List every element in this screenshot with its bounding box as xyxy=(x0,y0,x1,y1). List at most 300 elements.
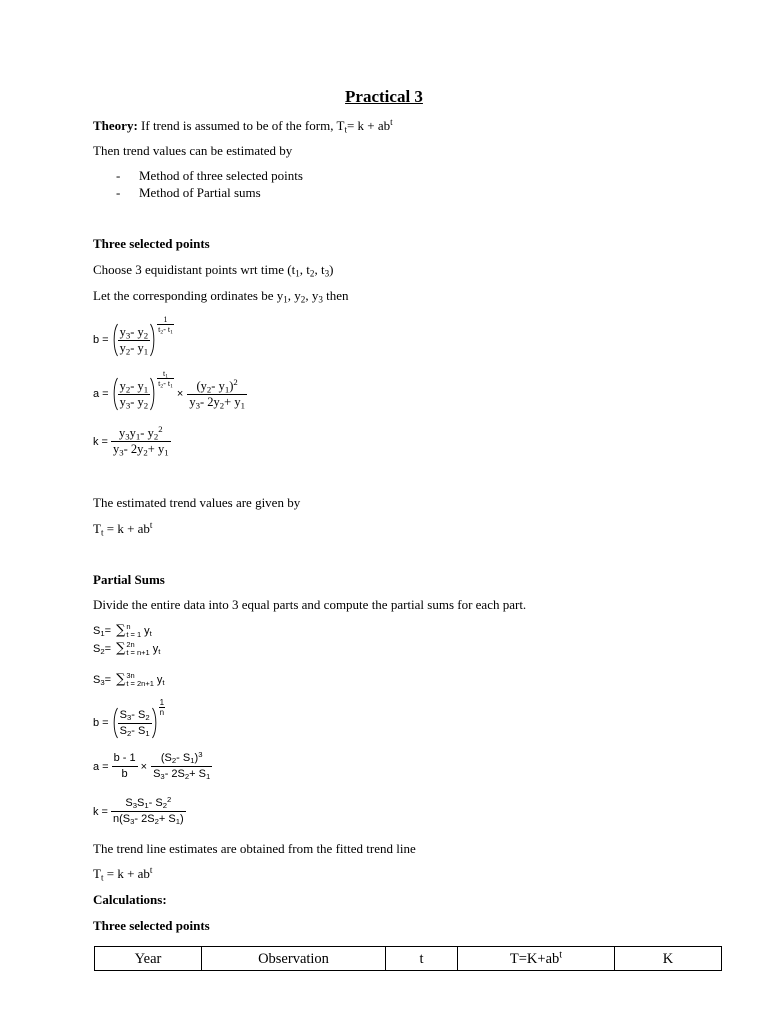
exponent-fraction xyxy=(159,698,165,717)
exponent-denominator-symbol xyxy=(168,325,173,334)
numerator-text: - xyxy=(211,378,219,393)
numerator xyxy=(151,749,212,766)
denominator-symbol-base: y xyxy=(119,394,126,409)
exponent-denominator xyxy=(157,324,174,334)
denominator-symbol xyxy=(168,813,180,825)
choose-points-text xyxy=(93,262,333,278)
exponent-denominator xyxy=(159,707,165,717)
column-header-year xyxy=(95,947,202,971)
numerator-subscript: 1 xyxy=(135,431,141,442)
right-parenthesis xyxy=(152,707,158,739)
exponent-denominator-subscript: 2 xyxy=(160,383,164,390)
summation-symbol: ∑ xyxy=(116,672,126,687)
denominator-subscript: 2 xyxy=(184,772,190,782)
trend-equation-text: = k + ab xyxy=(103,521,150,536)
partial-sum-s2 xyxy=(93,641,160,657)
sum-lhs-subscript: 2 xyxy=(100,647,105,657)
exponent-denominator-text: - xyxy=(163,378,168,388)
summation-lower-limit: t = 1 xyxy=(126,630,142,639)
denominator-subscript: 2 xyxy=(143,399,149,410)
numerator-text: - xyxy=(176,752,183,764)
numerator xyxy=(118,380,151,394)
denominator-text: - 2 xyxy=(123,442,138,456)
formula-a-three-points xyxy=(93,368,247,411)
numerator-text: - xyxy=(130,324,138,339)
numerator-symbol-base: y xyxy=(119,324,126,339)
denominator-subscript: 2 xyxy=(154,817,159,827)
summation-limits xyxy=(126,672,154,688)
numerator-subscript: 3 xyxy=(125,329,131,340)
theory-text: If trend is assumed to be of the form, xyxy=(137,118,337,133)
numerator-symbol-base: S xyxy=(125,797,133,809)
numerator-symbol xyxy=(138,709,150,721)
fraction xyxy=(118,326,151,355)
summation-limits xyxy=(126,641,149,657)
denominator-symbol xyxy=(199,768,211,780)
denominator-symbol xyxy=(138,395,149,409)
partial-sum-s3 xyxy=(93,672,165,688)
three-points-heading: Three selected points xyxy=(93,236,210,251)
fraction xyxy=(151,749,212,782)
sum-term xyxy=(153,643,161,655)
fraction xyxy=(187,376,247,410)
theory-line xyxy=(93,118,393,134)
denominator-symbol xyxy=(153,768,165,780)
denominator-subscript: 1 xyxy=(240,399,245,410)
numerator-subscript: 2 xyxy=(171,756,177,766)
formula-lhs: a = xyxy=(93,760,109,773)
column-header-observation-text: Observation xyxy=(258,950,329,967)
formula-b-three-points xyxy=(93,314,174,357)
denominator-symbol xyxy=(234,395,245,409)
exponent-fraction xyxy=(157,315,174,334)
multiply-sign: × xyxy=(140,760,148,773)
trend-equation-symbol xyxy=(150,521,153,536)
denominator-text: b xyxy=(121,768,128,780)
denominator-symbol-base: y xyxy=(213,394,220,409)
sum-lhs-text: = xyxy=(104,625,112,637)
summation-symbol: ∑ xyxy=(116,641,126,656)
sum-term-symbol-base: y xyxy=(152,643,159,655)
numerator-symbol xyxy=(120,379,131,393)
sum-lhs-subscript: 1 xyxy=(100,629,105,639)
denominator xyxy=(118,394,151,409)
denominator-symbol xyxy=(120,725,132,737)
theory-formula-symbol xyxy=(336,118,346,133)
numerator-symbol xyxy=(198,749,203,764)
numerator xyxy=(118,709,152,723)
denominator-text: + xyxy=(158,813,169,825)
ordinates-text-subscript: 3 xyxy=(318,294,323,305)
denominator-symbol xyxy=(120,341,131,355)
numerator-subscript: 3 xyxy=(126,712,132,722)
denominator-subscript: 1 xyxy=(164,447,169,458)
summation-symbol: ∑ xyxy=(116,623,126,638)
numerator-symbol-base: y xyxy=(218,378,225,393)
denominator-symbol xyxy=(147,813,159,825)
numerator-text: b - 1 xyxy=(113,752,136,764)
numerator-text: - xyxy=(148,797,156,809)
choose-points-text-text: , t xyxy=(299,262,310,277)
list-item: Method of Partial sums xyxy=(139,185,261,200)
numerator xyxy=(111,794,186,811)
denominator-subscript: 3 xyxy=(130,817,135,827)
page-title: Practical 3 xyxy=(345,87,423,106)
denominator xyxy=(118,340,151,355)
numerator-symbol xyxy=(137,797,149,809)
denominator-text: - xyxy=(130,394,138,409)
calculations-heading: Calculations: xyxy=(93,892,167,907)
formula-lhs: k = xyxy=(93,805,108,818)
denominator-symbol-base: S xyxy=(153,768,161,780)
estimated-trend-text: The estimated trend values are given by xyxy=(93,495,301,510)
denominator-subscript: 2 xyxy=(126,728,132,738)
denominator-symbol-base: y xyxy=(189,394,196,409)
numerator-subscript: 2 xyxy=(145,712,150,722)
numerator-subscript: 1 xyxy=(144,801,149,811)
exponent-numerator xyxy=(159,698,165,707)
denominator-subscript: 1 xyxy=(145,728,150,738)
numerator xyxy=(187,376,247,394)
sum-lhs-text: = xyxy=(104,674,112,686)
denominator-text: - xyxy=(131,724,138,737)
numerator xyxy=(111,424,171,442)
denominator-symbol xyxy=(189,395,200,409)
ordinates-text-text: Let the corresponding ordinates be y xyxy=(93,288,284,303)
exponent-denominator-text: n xyxy=(159,707,165,717)
ordinates-text-text: , y xyxy=(287,288,301,303)
list-bullet: - xyxy=(116,168,121,183)
column-header-t xyxy=(386,947,458,971)
numerator-subscript: 2 xyxy=(125,383,131,394)
formula-lhs: b = xyxy=(93,334,109,346)
denominator-symbol xyxy=(138,341,149,355)
calculations-subheading: Three selected points xyxy=(93,918,210,933)
exponent-denominator xyxy=(157,378,174,388)
numerator-superscript: 2 xyxy=(166,794,172,804)
exponent-numerator xyxy=(157,315,174,324)
column-header-observation xyxy=(202,947,386,971)
numerator-symbol xyxy=(130,426,141,440)
sum-lhs-subscript: 3 xyxy=(100,678,105,688)
denominator-symbol xyxy=(178,768,190,780)
formula-lhs: a = xyxy=(93,388,109,400)
fraction xyxy=(112,752,138,781)
denominator-symbol xyxy=(137,442,148,456)
denominator-subscript: 3 xyxy=(160,772,165,782)
theory-formula-symbol xyxy=(390,118,393,133)
formula-a-partial-sums xyxy=(93,749,212,782)
sum-lhs-symbol-base: S xyxy=(93,625,101,637)
numerator-symbol xyxy=(138,379,149,393)
numerator-symbol xyxy=(155,794,172,811)
sum-term-symbol xyxy=(153,643,161,655)
sum-term xyxy=(144,625,152,637)
fitted-trend-text: The trend line estimates are obtained from the fitted trend line xyxy=(93,841,416,856)
summation-lower-limit: t = n+1 xyxy=(126,648,150,657)
partial-sums-heading: Partial Sums xyxy=(93,572,165,587)
sum-lhs xyxy=(93,625,111,637)
partial-sum-s1 xyxy=(93,623,152,639)
trend-equation xyxy=(93,866,152,882)
numerator-subscript: 2 xyxy=(143,329,149,340)
trend-equation-symbol xyxy=(93,521,103,536)
exponent-denominator-symbol-base: t xyxy=(167,324,171,334)
ordinates-text-text: , y xyxy=(305,288,319,303)
fraction xyxy=(111,794,186,827)
exponent-denominator-subscript: 1 xyxy=(170,383,173,390)
denominator-text: - 2 xyxy=(134,813,148,825)
ordinates-text-subscript: 1 xyxy=(283,294,288,305)
exponent-denominator-symbol-base: t xyxy=(158,378,161,388)
formula-k-three-points xyxy=(93,424,171,458)
summation-upper-limit: 3n xyxy=(126,671,135,680)
denominator-symbol-base: S xyxy=(119,724,127,737)
numerator-symbol-base: y xyxy=(129,426,136,440)
numerator-text: - xyxy=(131,708,138,721)
denominator-subscript: 3 xyxy=(119,447,124,458)
theory-formula xyxy=(336,118,392,133)
denominator-symbol xyxy=(123,813,135,825)
denominator-subscript: 2 xyxy=(125,345,131,356)
numerator-subscript: 3 xyxy=(132,801,137,811)
sum-term-symbol-base: y xyxy=(144,625,150,637)
denominator-symbol xyxy=(138,725,150,737)
theory-label: Theory: xyxy=(93,118,138,133)
trend-equation-text: = k + ab xyxy=(103,866,150,881)
numerator-text: ) xyxy=(229,378,234,393)
numerator-symbol xyxy=(138,325,149,339)
exponent-numerator-text: 1 xyxy=(159,697,165,707)
denominator-text: - xyxy=(130,340,138,355)
numerator-superscript: 2 xyxy=(158,424,163,435)
column-header-trend-superscript: t xyxy=(559,948,563,960)
sum-lhs xyxy=(93,643,111,655)
choose-points-text-text: ) xyxy=(329,262,334,277)
denominator-symbol-base: S xyxy=(137,724,146,737)
denominator-symbol-base: y xyxy=(112,442,120,456)
denominator-symbol-base: S xyxy=(177,768,185,780)
numerator-subscript: 1 xyxy=(224,383,230,394)
summation-upper-limit: n xyxy=(126,622,131,631)
sum-lhs-text: = xyxy=(104,643,112,655)
ordinates-text-subscript: 2 xyxy=(300,294,306,305)
numerator-superscript: 3 xyxy=(198,749,203,759)
formula-b-partial-sums xyxy=(93,697,165,739)
column-header-trend xyxy=(458,947,615,971)
numerator-subscript: 2 xyxy=(162,801,167,811)
summation-lower-limit: t = 2n+1 xyxy=(126,679,154,688)
exponent-denominator-symbol-base: t xyxy=(167,378,171,388)
trend-equation-superscript: t xyxy=(149,865,153,875)
fraction xyxy=(118,709,152,738)
numerator-text: - xyxy=(140,426,148,440)
numerator-symbol-base: S xyxy=(164,752,172,764)
denominator-symbol xyxy=(113,442,124,456)
trend-equation-subscript: t xyxy=(100,872,104,883)
sum-term-symbol xyxy=(144,625,152,637)
column-header-trend-text: T=K+ab xyxy=(509,950,560,967)
denominator-symbol xyxy=(214,395,225,409)
formula-lhs: k = xyxy=(93,435,108,448)
denominator-subscript: 2 xyxy=(143,447,148,458)
column-header-t-text: t xyxy=(419,950,424,967)
fraction xyxy=(118,380,151,409)
denominator-symbol-base: y xyxy=(137,394,144,409)
numerator-symbol xyxy=(120,709,132,721)
trend-equation-symbol xyxy=(150,866,153,881)
exponent-numerator-symbol xyxy=(163,369,168,378)
sum-term xyxy=(157,674,165,686)
denominator-symbol-base: S xyxy=(168,813,176,825)
numerator xyxy=(118,326,151,340)
numerator-symbol-base: y xyxy=(200,378,207,393)
denominator-text: + xyxy=(224,394,235,409)
sum-lhs-symbol-base: S xyxy=(93,643,101,655)
numerator-symbol-base: S xyxy=(155,797,163,809)
exponent-fraction xyxy=(157,369,174,388)
denominator-symbol-base: S xyxy=(147,813,155,825)
trend-equation-symbol-base: T xyxy=(93,521,101,536)
denominator-symbol-base: y xyxy=(234,394,241,409)
numerator-symbol xyxy=(201,379,212,393)
trend-equation-symbol-base: T xyxy=(93,866,101,881)
numerator-symbol-base: y xyxy=(119,426,126,440)
denominator-symbol-base: y xyxy=(119,340,126,355)
sum-term-subscript: t xyxy=(149,629,152,639)
theory-formula-subscript: t xyxy=(344,124,347,135)
numerator-symbol-base: S xyxy=(137,708,146,721)
denominator xyxy=(111,811,186,826)
table-header-row xyxy=(95,947,722,971)
choose-points-text-subscript: 1 xyxy=(295,268,300,279)
numerator-subscript: 2 xyxy=(206,383,212,394)
numerator-symbol-base: y xyxy=(147,426,154,440)
numerator-symbol xyxy=(119,426,130,440)
exponent-numerator xyxy=(157,369,174,378)
numerator-symbol xyxy=(233,376,238,393)
ordinates-text xyxy=(93,288,349,304)
denominator-subscript: 1 xyxy=(143,345,149,356)
numerator-symbol-base: y xyxy=(119,378,126,393)
denominator xyxy=(151,766,212,781)
numerator-symbol-base: y xyxy=(137,378,144,393)
multiply-sign: × xyxy=(176,388,184,400)
choose-points-text-text: Choose 3 equidistant points wrt time (t xyxy=(93,262,296,277)
denominator-subscript: 1 xyxy=(205,772,211,782)
denominator xyxy=(112,766,138,781)
sum-term-symbol xyxy=(157,674,165,686)
sum-term-subscript: t xyxy=(162,678,165,688)
numerator-text: ( xyxy=(160,752,165,764)
denominator xyxy=(111,441,171,456)
list-item: Method of three selected points xyxy=(139,168,303,183)
formula-lhs: b = xyxy=(93,717,109,729)
denominator-symbol xyxy=(120,395,131,409)
numerator-superscript: 2 xyxy=(233,376,238,387)
choose-points-text-text: , t xyxy=(314,262,325,277)
sum-term-symbol-base: y xyxy=(156,674,163,686)
numerator-symbol xyxy=(148,426,163,440)
denominator-symbol-base: y xyxy=(137,442,144,456)
choose-points-text-subscript: 2 xyxy=(309,268,315,279)
sum-lhs-symbol xyxy=(93,625,105,637)
numerator-symbol xyxy=(165,752,177,764)
numerator-subscript: 1 xyxy=(190,756,195,766)
numerator-text: - xyxy=(130,378,138,393)
denominator-text: - 2 xyxy=(199,394,214,409)
denominator-symbol-base: S xyxy=(198,768,206,780)
right-parenthesis xyxy=(150,323,156,357)
sum-lhs xyxy=(93,674,111,686)
column-header-year-text: Year xyxy=(134,950,162,967)
list-bullet: - xyxy=(116,185,121,200)
column-header-k xyxy=(615,947,722,971)
numerator-subscript: 1 xyxy=(143,383,149,394)
trend-equation-superscript: t xyxy=(149,520,153,530)
theory-formula-text: = k + ab xyxy=(346,118,391,133)
numerator-symbol xyxy=(120,325,131,339)
exponent-numerator-text: 1 xyxy=(163,314,168,324)
exponent-denominator-text: - xyxy=(163,324,168,334)
column-header-trend-symbol xyxy=(559,948,563,967)
numerator-text: ) xyxy=(194,752,199,764)
denominator-text: + xyxy=(147,442,158,456)
numerator-subscript: 3 xyxy=(125,431,130,442)
column-header-k-text: K xyxy=(662,950,674,967)
exponent-denominator-subscript: 1 xyxy=(170,329,173,336)
sum-lhs-symbol-base: S xyxy=(93,674,101,686)
numerator-subscript: 2 xyxy=(153,431,159,442)
theory-formula-superscript: t xyxy=(390,117,393,127)
divide-data-text: Divide the entire data into 3 equal parts and compute the partial sums for each part. xyxy=(93,597,527,612)
trend-equation xyxy=(93,521,152,537)
summation-limits xyxy=(126,623,141,639)
exponent-numerator-subscript: 1 xyxy=(165,373,169,380)
denominator xyxy=(118,723,152,738)
denominator-symbol-base: y xyxy=(157,442,165,456)
summation-upper-limit: 2n xyxy=(126,640,135,649)
choose-points-text-subscript: 3 xyxy=(324,268,330,279)
exponent-numerator-symbol-base: t xyxy=(163,368,166,378)
sum-term-subscript: t xyxy=(158,647,161,657)
numerator-symbol xyxy=(125,797,137,809)
fraction xyxy=(111,424,171,458)
sum-lhs-symbol xyxy=(93,674,105,686)
numerator-symbol-base: y xyxy=(137,324,144,339)
numerator-symbol xyxy=(183,752,195,764)
right-parenthesis xyxy=(150,377,156,411)
trend-equation-subscript: t xyxy=(100,527,104,538)
denominator-text: ) xyxy=(179,813,184,825)
numerator-text: ( xyxy=(196,378,201,393)
formula-k-partial-sums xyxy=(93,794,186,827)
numerator-symbol-base: S xyxy=(182,752,191,764)
denominator-text: - 2 xyxy=(164,768,178,780)
numerator xyxy=(112,752,138,766)
numerator-symbol-base: S xyxy=(136,797,145,809)
numerator-symbol-base: S xyxy=(119,708,127,721)
denominator-subscript: 2 xyxy=(219,399,225,410)
theory-formula-symbol-base: T xyxy=(336,118,345,133)
exponent-denominator-symbol-base: t xyxy=(158,324,161,334)
trend-equation-symbol xyxy=(93,866,103,881)
denominator-symbol xyxy=(158,442,169,456)
denominator xyxy=(187,394,247,409)
ordinates-text-text: then xyxy=(322,288,349,303)
denominator-subscript: 3 xyxy=(195,399,200,410)
denominator-subscript: 3 xyxy=(125,399,131,410)
